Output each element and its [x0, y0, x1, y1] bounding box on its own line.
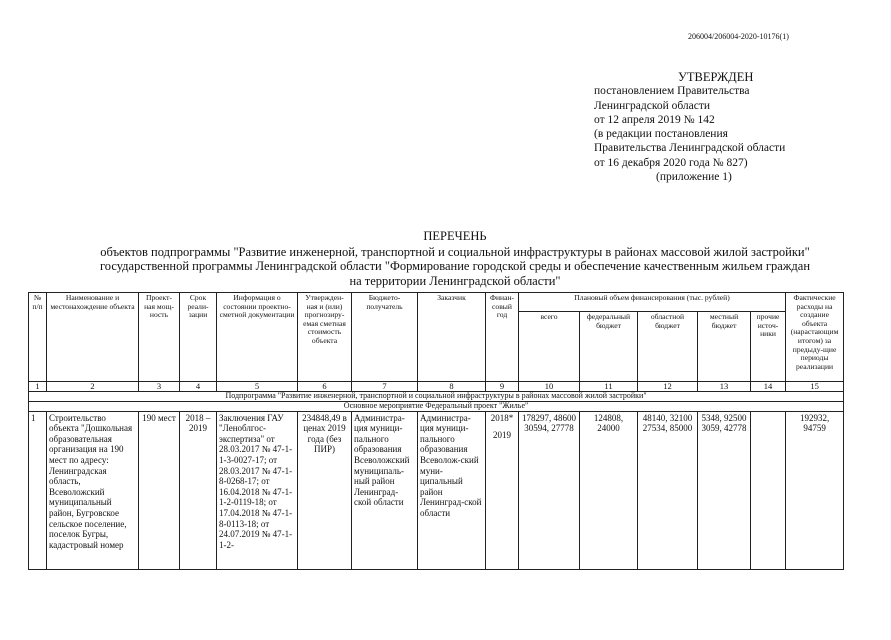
header-cost: Утвержден-ная и (или) прогнозиру-емая сметная стоимость объекта — [298, 293, 352, 382]
cell-actual: 192932, 94759 — [786, 411, 844, 569]
objects-table — [28, 292, 844, 570]
approval-line: Ленинградской области — [594, 99, 711, 112]
header-other: прочие источ-ники — [751, 312, 786, 382]
approval-block — [594, 70, 864, 184]
year-value: 2019 — [493, 430, 511, 441]
total-value: 30594, 27778 — [524, 423, 574, 434]
title-line: объектов подпрограммы "Развитие инженерной, транспортной и социальной инфраструктуры в районах массовой жилой застройки" — [100, 244, 810, 259]
header-recipient: Бюджето-получатель — [352, 293, 418, 382]
column-number: 10 — [519, 382, 580, 392]
column-number: 5 — [217, 382, 298, 392]
column-number: 9 — [486, 382, 519, 392]
column-number: 2 — [47, 382, 139, 392]
cell-docs: Заключения ГАУ "Леноблгос-экспертиза" от 28.03.2017 № 47-1-1-3-0027-17; от 28.03.2017 № 47-1-8-0268-17; от 16.04.2018 № 47-1-1-2-0119-18; от 17.04.2018 № 47-1-8-0113-18; от 24.07.2019 № 47-1-1-2- — [217, 411, 298, 569]
appendix-note: (приложение 1) — [656, 171, 732, 184]
cell-regional — [638, 411, 698, 569]
title-line: на территории Ленинградской области" — [349, 273, 561, 288]
column-number: 6 — [298, 382, 352, 392]
header-regional: областной бюджет — [638, 312, 698, 382]
header-customer: Заказчик — [418, 293, 486, 382]
column-number: 7 — [352, 382, 418, 392]
header-no: № п/п — [29, 293, 47, 382]
cell-recipient: Администра-ция муници-пального образования Всеволожский муниципаль-ный район Ленинград-ской области — [352, 411, 418, 569]
header-period: Срок реали-зации — [180, 293, 217, 382]
event-title: Основное мероприятие Федеральный проект "Жилье" — [29, 401, 844, 411]
table-header-row — [29, 293, 844, 312]
cell-local — [698, 411, 751, 569]
cell-total — [519, 411, 580, 569]
year-value: 2018* — [490, 412, 514, 423]
event-row — [29, 401, 844, 411]
local-value: 3059, 42778 — [701, 423, 747, 434]
column-number: 12 — [638, 382, 698, 392]
column-number: 1 — [29, 382, 47, 392]
cell-customer: Администра-ция муници-пального образования Всеволож-ский муни-ципальный район Ленинград-ской области — [418, 411, 486, 569]
column-number: 3 — [139, 382, 180, 392]
column-number: 14 — [751, 382, 786, 392]
cell-federal — [580, 411, 638, 569]
approval-line: от 16 декабря 2020 года № 827) — [594, 156, 748, 169]
header-name: Наименование и местонахождение объекта — [47, 293, 139, 382]
header-actual: Фактические расходы на создание объекта (нарастающим итогом) за предыду-щие периоды реализации — [786, 293, 844, 382]
column-number: 4 — [180, 382, 217, 392]
cell-period: 2018 – 2019 — [180, 411, 217, 569]
approval-line: Правительства Ленинградской области — [594, 142, 786, 155]
regional-value: 48140, 32100 — [642, 412, 693, 423]
local-value: 5348, 92500 — [701, 412, 747, 423]
cell-other — [751, 411, 786, 569]
column-number: 11 — [580, 382, 638, 392]
approval-line: постановлением Правительства — [594, 85, 750, 98]
cell-cost: 234848,49 в ценах 2019 года (без ПИР) — [298, 411, 352, 569]
table-row — [29, 411, 844, 569]
approval-line: от 12 апреля 2019 № 142 — [594, 113, 715, 126]
regional-value: 27534, 85000 — [642, 423, 693, 434]
header-planned: Плановый объем финансирования (тыс. рублей) — [519, 293, 786, 312]
federal-value: 124808, 24000 — [593, 412, 624, 434]
title-heading: ПЕРЕЧЕНЬ — [423, 229, 487, 243]
header-year: Финан-совый год — [486, 293, 519, 382]
cell-capacity: 190 мест — [139, 411, 180, 569]
column-numbers-row — [29, 382, 844, 392]
header-federal: федеральный бюджет — [580, 312, 638, 382]
total-value: 178297, 48600 — [522, 412, 576, 423]
subprogram-row — [29, 391, 844, 401]
column-number: 13 — [698, 382, 751, 392]
subprogram-title: Подпрограмма "Развитие инженерной, транспортной и социальной инфраструктуры в районах массовой жилой застройки" — [29, 391, 844, 401]
header-local: местный бюджет — [698, 312, 751, 382]
cell-no: 1 — [29, 411, 47, 569]
document-id: 206004/206004-2020-10176(1) — [688, 32, 789, 41]
header-capacity: Проект-ная мощ-ность — [139, 293, 180, 382]
approval-line: (в редакции постановления — [594, 128, 728, 141]
header-total: всего — [519, 312, 580, 382]
title-line: государственной программы Ленинградской области "Формирование городской среды и обеспечение качественным жильем граждан — [99, 259, 811, 274]
document-title — [40, 229, 870, 288]
header-docs: Информация о состоянии проектно-сметной документации — [217, 293, 298, 382]
column-number: 15 — [786, 382, 844, 392]
cell-years — [486, 411, 519, 569]
cell-name: Строительство объекта "Дошкольная образовательная организация на 190 мест по адресу: Ленинградская область, Всеволожский муниципальный район, Бугровское сельское поселение, поселок Бугры, кадастровый номер — [47, 411, 139, 569]
column-number: 8 — [418, 382, 486, 392]
approval-heading: УТВЕРЖДЕН — [678, 70, 754, 84]
